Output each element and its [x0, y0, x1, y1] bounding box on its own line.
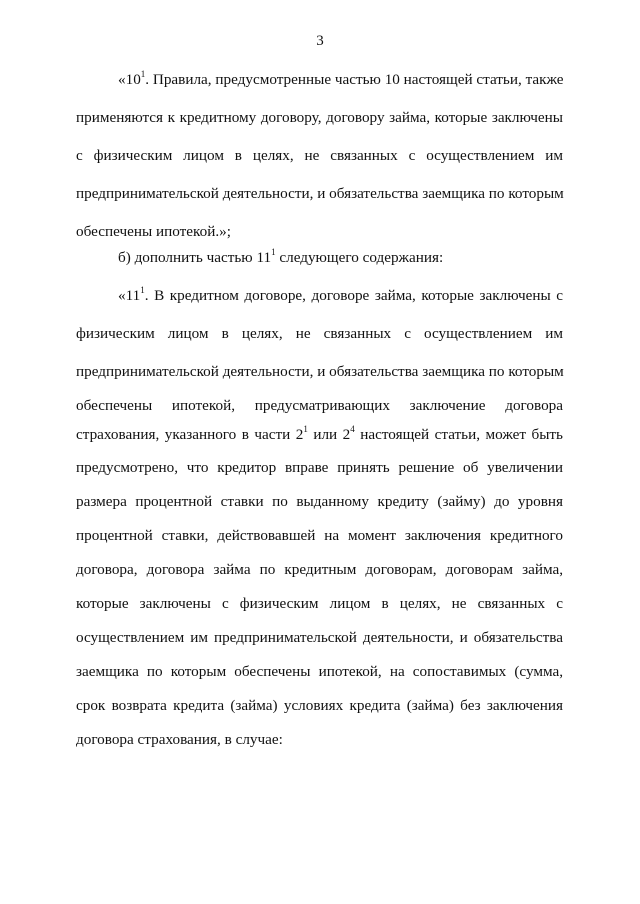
- paragraph-10-1-line-2: применяются к кредитному договору, договору займа, которые заключены: [76, 109, 563, 126]
- paragraph-10-1-line-1: «$10^1$. Правила, предусмотренные частью 10 настоящей статьи, также: [118, 68, 564, 88]
- amendment-b-line: б) дополнить частью $11^1$ следующего содержания:: [118, 246, 444, 266]
- paragraph-10-1-line-3: с физическим лицом в целях, не связанных с осуществлением им: [76, 147, 563, 164]
- paragraph-11-1-line-1: «$11^1$. В кредитном договоре, договоре займа, которые заключены с: [118, 284, 563, 304]
- paragraph-10-1-line-4: предпринимательской деятельности, и обязательства заемщика по которым: [76, 185, 564, 202]
- paragraph-11-1-line-2: физическим лицом в целях, не связанных с осуществлением им: [76, 325, 563, 342]
- paragraph-11-1-line-13: срок возврата кредита (займа) условиях кредита (займа) без заключения: [76, 697, 563, 714]
- paragraph-11-1-line-4: обеспечены ипотекой, предусматривающих заключение договора: [76, 397, 563, 414]
- paragraph-10-1-line-5: обеспечены ипотекой.»;: [76, 223, 231, 240]
- paragraph-11-1-line-8: процентной ставки, действовавшей на момент заключения кредитного: [76, 527, 563, 544]
- paragraph-11-1-line-7: размера процентной ставки по выданному кредиту (займу) до уровня: [76, 493, 563, 510]
- paragraph-11-1-line-5: страхования, указанного в части $2^1$ или $2^4$ настоящей статьи, может быть: [76, 423, 563, 443]
- page-number: 3: [316, 33, 324, 49]
- paragraph-11-1-line-12: заемщика по которым обеспечены ипотекой, на сопоставимых (сумма,: [76, 663, 563, 680]
- paragraph-11-1-line-6: предусмотрено, что кредитор вправе принять решение об увеличении: [76, 459, 563, 476]
- paragraph-11-1-line-9: договора, договора займа по кредитным договорам, договорам займа,: [76, 561, 563, 578]
- paragraph-11-1-line-10: которые заключены с физическим лицом в целях, не связанных с: [76, 595, 563, 612]
- paragraph-11-1-line-3: предпринимательской деятельности, и обязательства заемщика по которым: [76, 363, 564, 380]
- paragraph-11-1-line-11: осуществлением им предпринимательской деятельности, и обязательства: [76, 629, 563, 646]
- paragraph-11-1-line-14: договора страхования, в случае:: [76, 731, 283, 748]
